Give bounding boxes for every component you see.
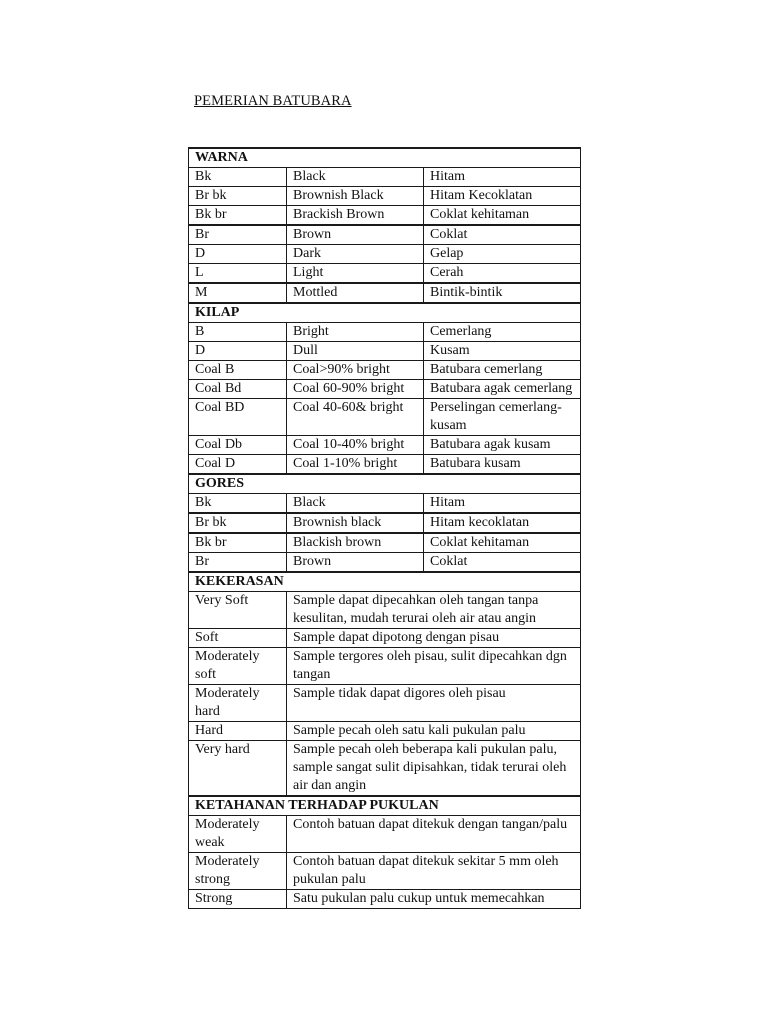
indonesian-cell: Bintik-bintik: [424, 283, 581, 303]
english-cell: Black: [287, 168, 424, 187]
table-row: [189, 436, 581, 455]
indonesian-cell: Batubara kusam: [424, 455, 581, 475]
code-cell: B: [189, 323, 287, 342]
section-header-gores: [189, 474, 581, 494]
section-header-kekerasan: [189, 572, 581, 592]
table-row: [189, 225, 581, 245]
code-cell: Coal Db: [189, 436, 287, 455]
code-cell: D: [189, 342, 287, 361]
english-cell: Brown: [287, 553, 424, 573]
english-cell: Coal 60-90% bright: [287, 380, 424, 399]
table-row: [189, 245, 581, 264]
section-header-warna: [189, 148, 581, 168]
description-cell: Sample dapat dipecahkan oleh tangan tanpa kesulitan, mudah terurai oleh air atau angin: [287, 592, 581, 629]
code-cell: Br bk: [189, 513, 287, 533]
table-row: [189, 399, 581, 436]
english-cell: Coal 10-40% bright: [287, 436, 424, 455]
table-row: [189, 187, 581, 206]
code-cell: L: [189, 264, 287, 284]
code-cell: Br bk: [189, 187, 287, 206]
code-cell: Coal B: [189, 361, 287, 380]
english-cell: Mottled: [287, 283, 424, 303]
english-cell: Bright: [287, 323, 424, 342]
description-cell: Sample dapat dipotong dengan pisau: [287, 629, 581, 648]
english-cell: Brackish Brown: [287, 206, 424, 226]
table-row: [189, 380, 581, 399]
table-row: [189, 722, 581, 741]
english-cell: Dark: [287, 245, 424, 264]
indonesian-cell: Batubara cemerlang: [424, 361, 581, 380]
table-row: [189, 592, 581, 629]
indonesian-cell: Hitam Kecoklatan: [424, 187, 581, 206]
indonesian-cell: Coklat kehitaman: [424, 533, 581, 553]
description-cell: Contoh batuan dapat ditekuk dengan tangan/palu: [287, 816, 581, 853]
indonesian-cell: Hitam: [424, 168, 581, 187]
code-cell: D: [189, 245, 287, 264]
indonesian-cell: Hitam: [424, 494, 581, 514]
code-cell: Bk br: [189, 533, 287, 553]
table-row: [189, 853, 581, 890]
code-cell: Bk: [189, 168, 287, 187]
table-row: [189, 533, 581, 553]
code-cell: M: [189, 283, 287, 303]
description-cell: Sample pecah oleh beberapa kali pukulan palu, sample sangat sulit dipisahkan, tidak terurai oleh air dan angin: [287, 741, 581, 797]
indonesian-cell: Batubara agak kusam: [424, 436, 581, 455]
section-header-kilap: [189, 303, 581, 323]
table-row: [189, 361, 581, 380]
class-cell: Soft: [189, 629, 287, 648]
code-cell: Coal Bd: [189, 380, 287, 399]
code-cell: Bk: [189, 494, 287, 514]
section-title: KETAHANAN TERHADAP PUKULAN: [189, 796, 581, 816]
code-cell: Bk br: [189, 206, 287, 226]
description-cell: Sample tergores oleh pisau, sulit dipecahkan dgn tangan: [287, 648, 581, 685]
table-row: [189, 513, 581, 533]
table-row: [189, 685, 581, 722]
description-cell: Sample pecah oleh satu kali pukulan palu: [287, 722, 581, 741]
table-row: [189, 342, 581, 361]
code-cell: Br: [189, 553, 287, 573]
indonesian-cell: Gelap: [424, 245, 581, 264]
code-cell: Br: [189, 225, 287, 245]
description-cell: Sample tidak dapat digores oleh pisau: [287, 685, 581, 722]
english-cell: Light: [287, 264, 424, 284]
english-cell: Black: [287, 494, 424, 514]
table-row: [189, 629, 581, 648]
coal-description-table: [188, 147, 581, 909]
english-cell: Blackish brown: [287, 533, 424, 553]
indonesian-cell: Hitam kecoklatan: [424, 513, 581, 533]
table-row: [189, 283, 581, 303]
section-title: KEKERASAN: [189, 572, 581, 592]
table-row: [189, 816, 581, 853]
class-cell: Hard: [189, 722, 287, 741]
document-title: PEMERIAN BATUBARA: [194, 93, 352, 109]
description-cell: Contoh batuan dapat ditekuk sekitar 5 mm oleh pukulan palu: [287, 853, 581, 890]
indonesian-cell: Coklat kehitaman: [424, 206, 581, 226]
section-title: KILAP: [189, 303, 581, 323]
english-cell: Coal 1-10% bright: [287, 455, 424, 475]
table-row: [189, 455, 581, 475]
section-title: WARNA: [189, 148, 581, 168]
indonesian-cell: Cemerlang: [424, 323, 581, 342]
english-cell: Coal>90% bright: [287, 361, 424, 380]
indonesian-cell: Coklat: [424, 225, 581, 245]
indonesian-cell: Batubara agak cemerlang: [424, 380, 581, 399]
indonesian-cell: Cerah: [424, 264, 581, 284]
class-cell: Moderately hard: [189, 685, 287, 722]
table-row: [189, 890, 581, 909]
table-row: [189, 323, 581, 342]
class-cell: Very Soft: [189, 592, 287, 629]
english-cell: Brown: [287, 225, 424, 245]
code-cell: Coal BD: [189, 399, 287, 436]
table-row: [189, 168, 581, 187]
table-row: [189, 494, 581, 514]
indonesian-cell: Perselingan cemerlang-kusam: [424, 399, 581, 436]
section-title: GORES: [189, 474, 581, 494]
table-row: [189, 648, 581, 685]
indonesian-cell: Coklat: [424, 553, 581, 573]
table-row: [189, 206, 581, 226]
english-cell: Brownish Black: [287, 187, 424, 206]
english-cell: Coal 40-60& bright: [287, 399, 424, 436]
table-row: [189, 264, 581, 284]
english-cell: Brownish black: [287, 513, 424, 533]
indonesian-cell: Kusam: [424, 342, 581, 361]
class-cell: Strong: [189, 890, 287, 909]
section-header-ketahanan: [189, 796, 581, 816]
code-cell: Coal D: [189, 455, 287, 475]
description-cell: Satu pukulan palu cukup untuk memecahkan: [287, 890, 581, 909]
english-cell: Dull: [287, 342, 424, 361]
class-cell: Moderately strong: [189, 853, 287, 890]
class-cell: Moderately weak: [189, 816, 287, 853]
class-cell: Moderately soft: [189, 648, 287, 685]
class-cell: Very hard: [189, 741, 287, 797]
table-row: [189, 741, 581, 797]
table-row: [189, 553, 581, 573]
